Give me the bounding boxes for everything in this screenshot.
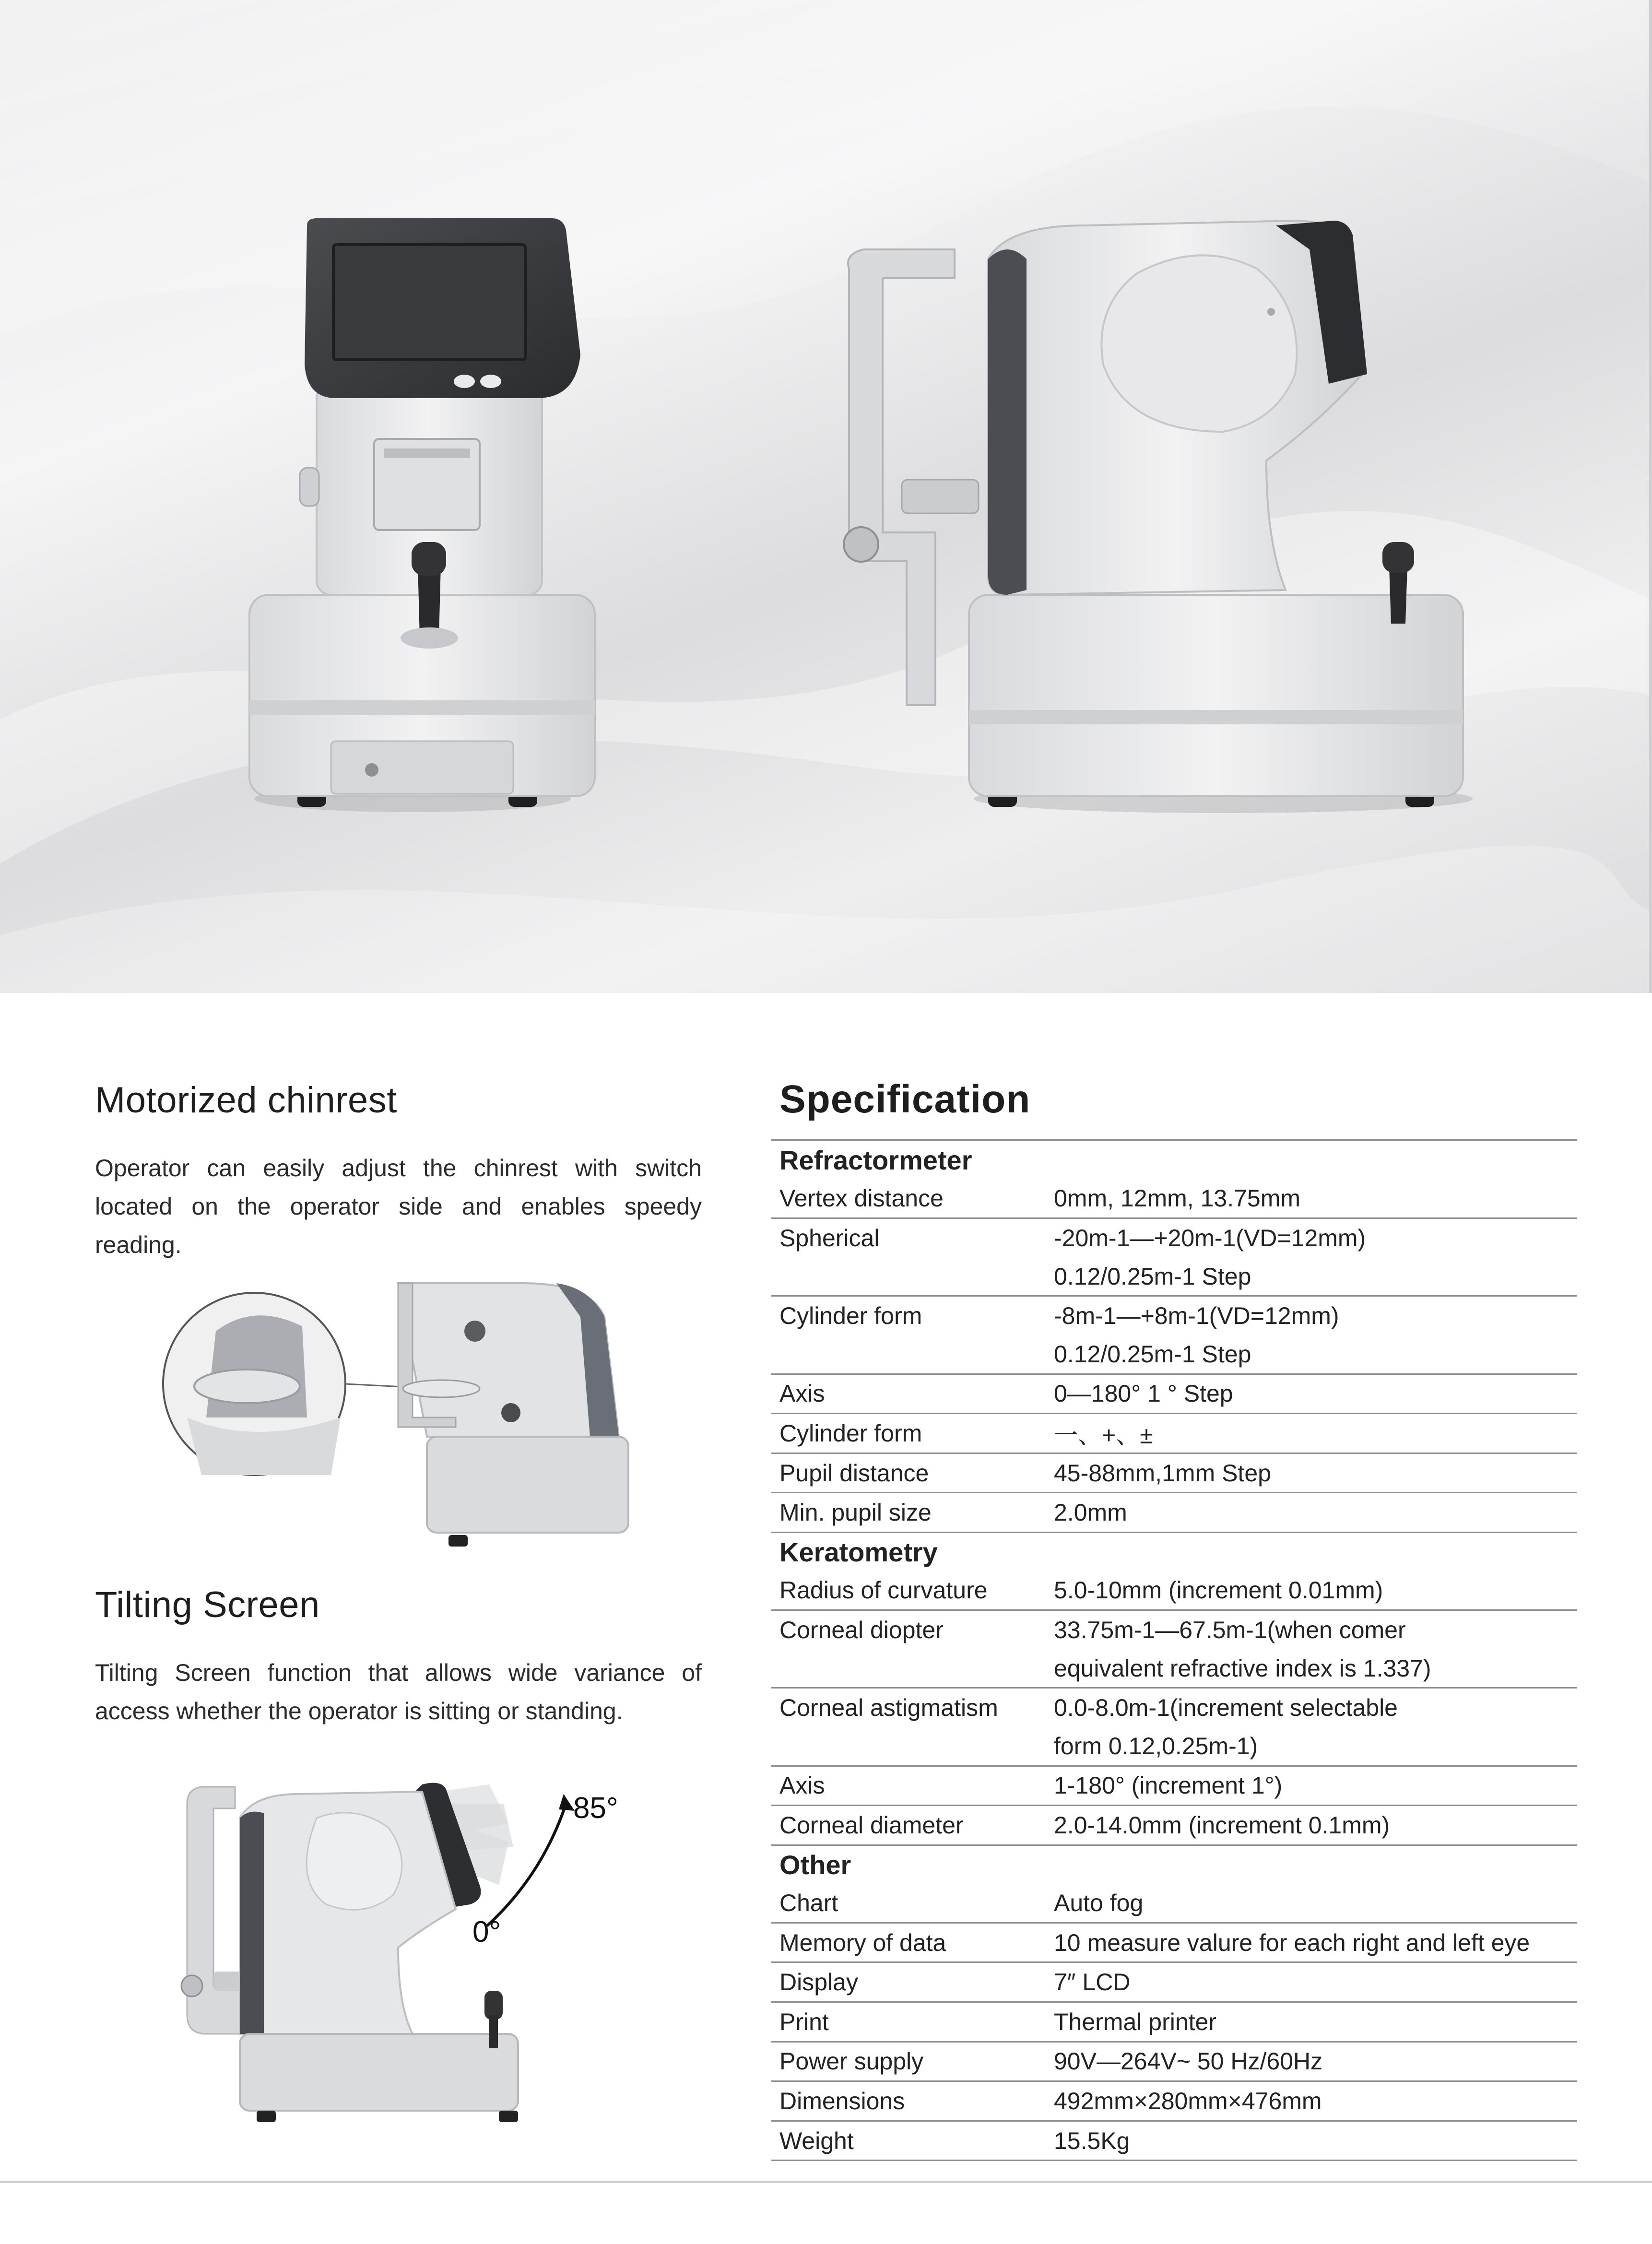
spec-row bbox=[771, 1571, 1577, 1610]
tilting-description: Tilting Screen function that allows wide variance of access whether the operator is sitting or standing. bbox=[95, 1659, 702, 1724]
spec-row bbox=[771, 1923, 1577, 1962]
spec-section-label: Refractormeter bbox=[771, 1140, 1577, 1180]
spec-value: 0.0-8.0m-1(increment selectable bbox=[1046, 1688, 1577, 1727]
spec-row bbox=[771, 1296, 1577, 1335]
hero-product-photo bbox=[0, 0, 1652, 993]
hero-edge bbox=[1649, 0, 1652, 993]
spec-value: 10 measure valure for each right and left eye bbox=[1046, 1923, 1577, 1962]
spec-row bbox=[771, 1493, 1577, 1533]
spec-key: Min. pupil size bbox=[771, 1493, 1046, 1533]
spec-row bbox=[771, 1688, 1577, 1727]
device-front-view bbox=[249, 218, 595, 812]
spec-row bbox=[771, 1414, 1577, 1453]
spec-row bbox=[771, 1453, 1577, 1493]
spec-key bbox=[771, 1257, 1046, 1296]
spec-row bbox=[771, 1962, 1577, 2002]
spec-row bbox=[771, 1610, 1577, 1649]
spec-value: 0.12/0.25m-1 Step bbox=[1054, 1340, 1251, 1368]
spec-key: Weight bbox=[771, 2121, 1046, 2161]
spec-row bbox=[771, 1884, 1577, 1923]
spec-key: Axis bbox=[771, 1766, 1046, 1806]
spec-value: 7″ LCD bbox=[1046, 1962, 1577, 2002]
spec-value: 2.0-14.0mm (increment 0.1mm) bbox=[1046, 1806, 1577, 1845]
spec-row bbox=[771, 1806, 1577, 1845]
spec-value: 一、+、± bbox=[1046, 1414, 1577, 1453]
spec-row-continuation bbox=[771, 1649, 1577, 1688]
spec-key bbox=[771, 1649, 1046, 1688]
spec-key: Dimensions bbox=[771, 2081, 1046, 2121]
spec-value: 0mm, 12mm, 13.75mm bbox=[1054, 1185, 1301, 1212]
spec-key: Corneal diameter bbox=[771, 1806, 1046, 1845]
spec-value: Auto fog bbox=[1054, 1890, 1144, 1917]
spec-row bbox=[771, 2002, 1577, 2042]
chinrest-heading: Motorized chinrest bbox=[95, 1080, 397, 1121]
spec-value: Thermal printer bbox=[1046, 2002, 1577, 2042]
spec-key: Radius of curvature bbox=[779, 1577, 988, 1604]
spec-key: Axis bbox=[771, 1374, 1046, 1414]
spec-value: -8m-1—+8m-1(VD=12mm) bbox=[1046, 1296, 1577, 1335]
spec-key: Corneal diopter bbox=[771, 1610, 1046, 1649]
spec-section-label: Keratometry bbox=[771, 1532, 1577, 1571]
spec-section-header bbox=[771, 1532, 1577, 1571]
spec-value: 492mm×280mm×476mm bbox=[1046, 2081, 1577, 2121]
spec-value: 5.0-10mm (increment 0.01mm) bbox=[1054, 1577, 1383, 1604]
spec-value: 0.12/0.25m-1 Step bbox=[1054, 1263, 1251, 1290]
spec-section-label: Other bbox=[771, 1845, 1577, 1884]
spec-row bbox=[771, 2121, 1577, 2161]
spec-row bbox=[771, 1766, 1577, 1806]
specification-table bbox=[771, 1139, 1577, 2161]
chinrest-description: Operator can easily adjust the chinrest with switch located on the operator side and enables speedy reading. bbox=[95, 1155, 702, 1258]
spec-key: Cylinder form bbox=[771, 1296, 1046, 1335]
tilting-heading: Tilting Screen bbox=[95, 1584, 320, 1625]
spec-key: Power supply bbox=[771, 2042, 1046, 2081]
hero-illustration bbox=[0, 0, 1652, 993]
spec-row bbox=[771, 1180, 1577, 1218]
spec-key: Memory of data bbox=[771, 1923, 1046, 1962]
spec-key bbox=[771, 1727, 1046, 1766]
angle-max-label: 85° bbox=[573, 1792, 618, 1825]
chinrest-illustration bbox=[158, 1274, 638, 1552]
spec-value: 15.5Kg bbox=[1046, 2121, 1577, 2161]
spec-key: Display bbox=[771, 1962, 1046, 2002]
spec-value: -20m-1—+20m-1(VD=12mm) bbox=[1046, 1218, 1577, 1257]
spec-value: equivalent refractive index is 1.337) bbox=[1054, 1654, 1431, 1682]
tilting-screen-illustration bbox=[173, 1765, 662, 2130]
spec-key: Cylinder form bbox=[771, 1414, 1046, 1453]
spec-value: 1-180° (increment 1°) bbox=[1046, 1766, 1577, 1806]
spec-row bbox=[771, 1218, 1577, 1257]
spec-value: form 0.12,0.25m-1) bbox=[1054, 1732, 1258, 1760]
spec-value: 90V—264V~ 50 Hz/60Hz bbox=[1046, 2042, 1577, 2081]
spec-row-continuation bbox=[771, 1727, 1577, 1766]
spec-key: Pupil distance bbox=[771, 1453, 1046, 1493]
spec-row bbox=[771, 1374, 1577, 1414]
spec-value: 33.75m-1—67.5m-1(when comer bbox=[1046, 1610, 1577, 1649]
spec-key: Print bbox=[771, 2002, 1046, 2042]
spec-row-continuation bbox=[771, 1257, 1577, 1296]
footer-rule bbox=[0, 2181, 1652, 2183]
spec-key: Corneal astigmatism bbox=[771, 1688, 1046, 1727]
spec-key: Spherical bbox=[771, 1218, 1046, 1257]
spec-key: Vertex distance bbox=[779, 1185, 944, 1212]
specification-title: Specification bbox=[779, 1077, 1031, 1121]
spec-value: 0—180° 1 ° Step bbox=[1046, 1374, 1577, 1414]
spec-value: 2.0mm bbox=[1046, 1493, 1577, 1533]
angle-min-label: 0° bbox=[472, 1915, 501, 1949]
spec-row-continuation bbox=[771, 1335, 1577, 1374]
spec-value: 45-88mm,1mm Step bbox=[1046, 1453, 1577, 1493]
spec-row bbox=[771, 2042, 1577, 2081]
spec-section-header bbox=[771, 1845, 1577, 1884]
spec-key: Chart bbox=[779, 1890, 838, 1917]
spec-section-header bbox=[771, 1140, 1577, 1180]
spec-key bbox=[771, 1335, 1046, 1374]
spec-row bbox=[771, 2081, 1577, 2121]
